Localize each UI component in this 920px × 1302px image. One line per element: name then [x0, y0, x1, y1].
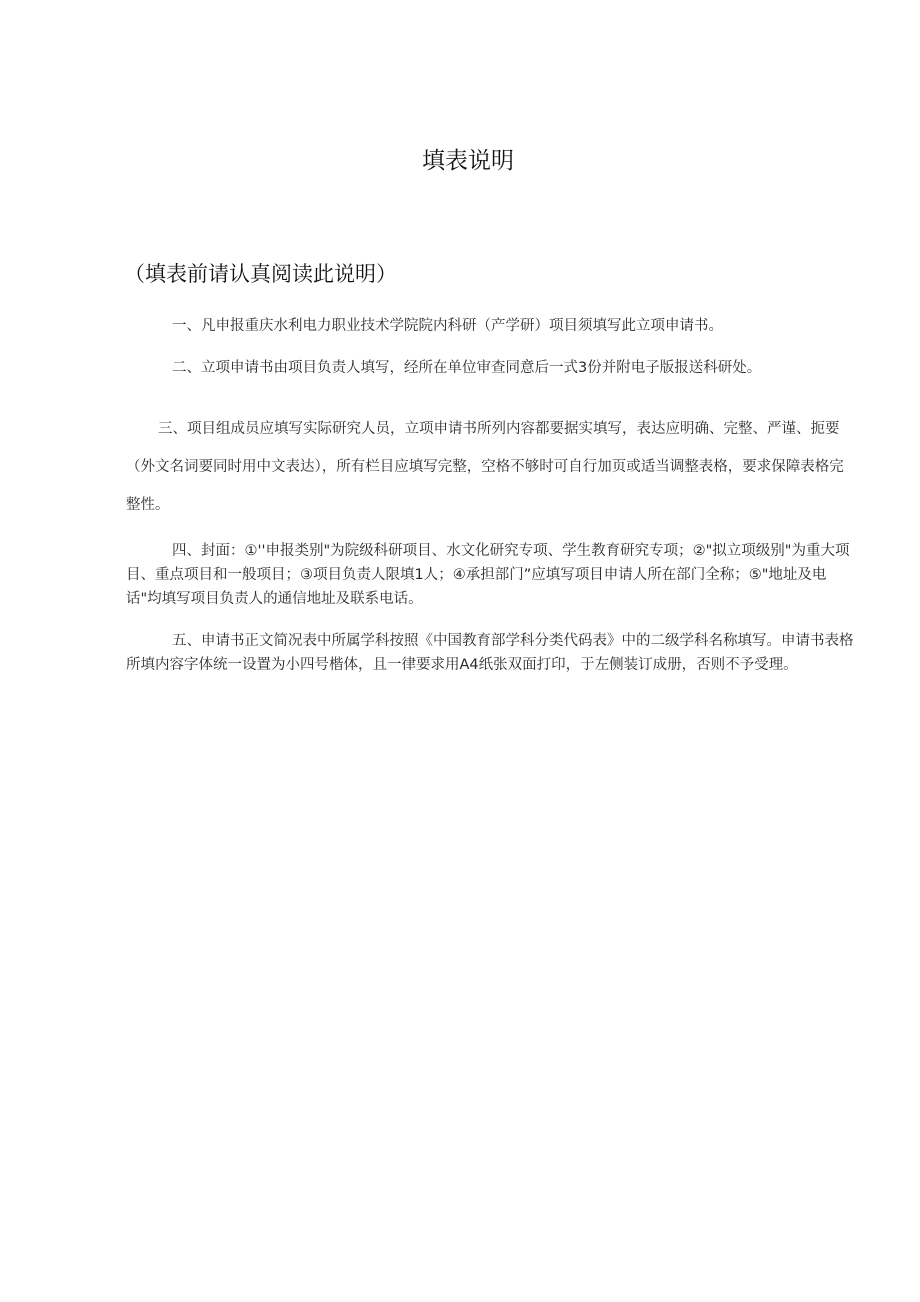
instruction-paragraph-5: 五、申请书正文简况表中所属学科按照《中国教育部学科分类代码表》中的二级学科名称填写。申请书表格所填内容字体统一设置为小四号楷体，且一律要求用A4纸张双面打印，于左侧装订成册，否则不予受理。: [126, 633, 854, 673]
instruction-paragraph-2: 二、立项申请书由项目负责人填写，经所在单位审查同意后一式3份并附电子版报送科研处。: [172, 360, 762, 376]
instruction-paragraph-3: 三、项目组成员应填写实际研究人员，立项申请书所列内容都要据实填写，表达应明确、完整、严谨、扼要（外文名词要同时用中文表达），所有栏目应填写完整，空格不够时可自行加页或适当调整表格，要求保障表格完整性。: [126, 421, 844, 513]
instruction-paragraph-1: 一、凡申报重庆水利电力职业技术学院院内科研（产学研）项目须填写此立项申请书。: [172, 318, 723, 334]
page-subtitle: （填表前请认真阅读此说明）: [124, 262, 397, 286]
instruction-paragraph-4: 四、封面：①''申报类别"为院级科研项目、水文化研究专项、学生教育研究专项；②"拟立项级别"为重大项目、重点项目和一般项目；③项目负责人限填1人；④承担部门”应填写项目申请人所在部门全称；⑤"地址及电话"均填写项目负责人的通信地址及联系电话。: [126, 543, 850, 607]
page-title: 填表说明: [422, 148, 514, 174]
